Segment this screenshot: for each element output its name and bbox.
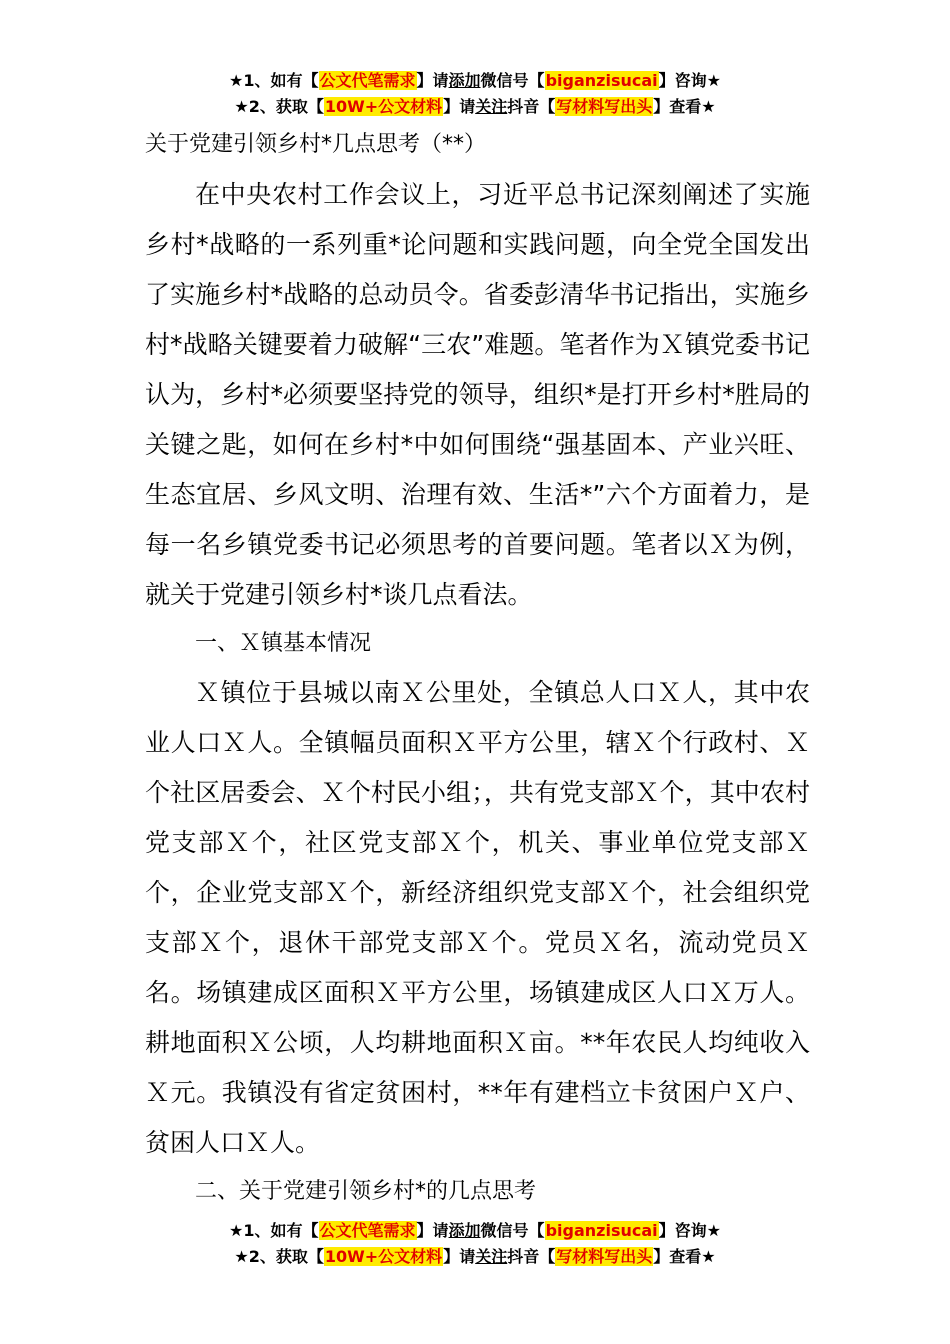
top-banner <box>0 68 950 120</box>
banner-highlight: 写材料写出头 <box>556 1247 653 1266</box>
banner-text: ★2、获取【 <box>234 97 324 116</box>
banner-highlight: 10W+公文材料 <box>324 1247 443 1266</box>
bottom-banner <box>0 1218 950 1270</box>
section-heading-1: 一、Ｘ镇基本情况 <box>195 631 372 656</box>
banner-text: ★2、获取【 <box>234 1247 324 1266</box>
banner-text: 】请 <box>443 1247 476 1266</box>
banner-highlight: 10W+公文材料 <box>324 97 443 116</box>
banner-underline: 添加 <box>448 1221 481 1240</box>
banner-text: 抖音【 <box>507 97 556 116</box>
banner-line-2 <box>0 94 950 120</box>
banner-text: ★1、如有【 <box>229 1221 319 1240</box>
banner-text: 抖音【 <box>507 1247 556 1266</box>
banner-underline: 添加 <box>448 71 481 90</box>
banner-text: 】请 <box>416 1221 449 1240</box>
banner-highlight: biganzisucai <box>545 71 658 90</box>
document-title: 关于党建引领乡村*几点思考（**） <box>145 132 487 157</box>
banner-text: 】请 <box>443 97 476 116</box>
banner-line-1 <box>0 1218 950 1244</box>
banner-underline: 关注 <box>475 97 508 116</box>
paragraph-basic-info: Ｘ镇位于县城以南Ｘ公里处，全镇总人口Ｘ人，其中农业人口Ｘ人。全镇幅员面积Ｘ平方公里，辖Ｘ个行政村、Ｘ个社区居委会、Ｘ个村民小组；，共有党支部Ｘ个，其中农村党支部Ｘ个，社区党支部Ｘ个，机关、事业单位党支部Ｘ个，企业党支部Ｘ个，新经济组织党支部Ｘ个，社会组织党支部Ｘ个，退休干部党支部Ｘ个。党员Ｘ名，流动党员Ｘ名。场镇建成区面积Ｘ平方公里，场镇建成区人口Ｘ万人。耕地面积Ｘ公顷，人均耕地面积Ｘ亩。**年农民人均纯收入Ｘ元。我镇没有省定贫困村，**年有建档立卡贫困户Ｘ户、贫困人口Ｘ人。 <box>145 678 810 1157</box>
banner-highlight: biganzisucai <box>545 1221 658 1240</box>
banner-text: 】咨询★ <box>658 71 721 90</box>
banner-highlight: 公文代笔需求 <box>319 71 416 90</box>
banner-text: ★1、如有【 <box>229 71 319 90</box>
banner-text: 】咨询★ <box>658 1221 721 1240</box>
paragraph-intro: 在中央农村工作会议上，习近平总书记深刻阐述了实施乡村*战略的一系列重*论问题和实践问题，向全党全国发出了实施乡村*战略的总动员令。省委彭清华书记指出，实施乡村*战略关键要着力破解“三农”难题。笔者作为Ｘ镇党委书记认为，乡村*必须要坚持党的领导，组织*是打开乡村*胜局的关键之匙，如何在乡村*中如何围绕“强基固本、产业兴旺、生态宜居、乡风文明、治理有效、生活*”六个方面着力，是每一名乡镇党委书记必须思考的首要问题。笔者以Ｘ为例，就关于党建引领乡村*谈几点看法。 <box>145 180 810 609</box>
banner-line-1 <box>0 68 950 94</box>
banner-text: 】查看★ <box>653 1247 716 1266</box>
banner-text: 微信号【 <box>480 1221 545 1240</box>
banner-text: 】查看★ <box>653 97 716 116</box>
banner-text: 】请 <box>416 71 449 90</box>
banner-text: 微信号【 <box>480 71 545 90</box>
section-heading-2: 二、关于党建引领乡村*的几点思考 <box>195 1179 537 1204</box>
banner-highlight: 写材料写出头 <box>556 97 653 116</box>
banner-highlight: 公文代笔需求 <box>319 1221 416 1240</box>
banner-underline: 关注 <box>475 1247 508 1266</box>
banner-line-2 <box>0 1244 950 1270</box>
